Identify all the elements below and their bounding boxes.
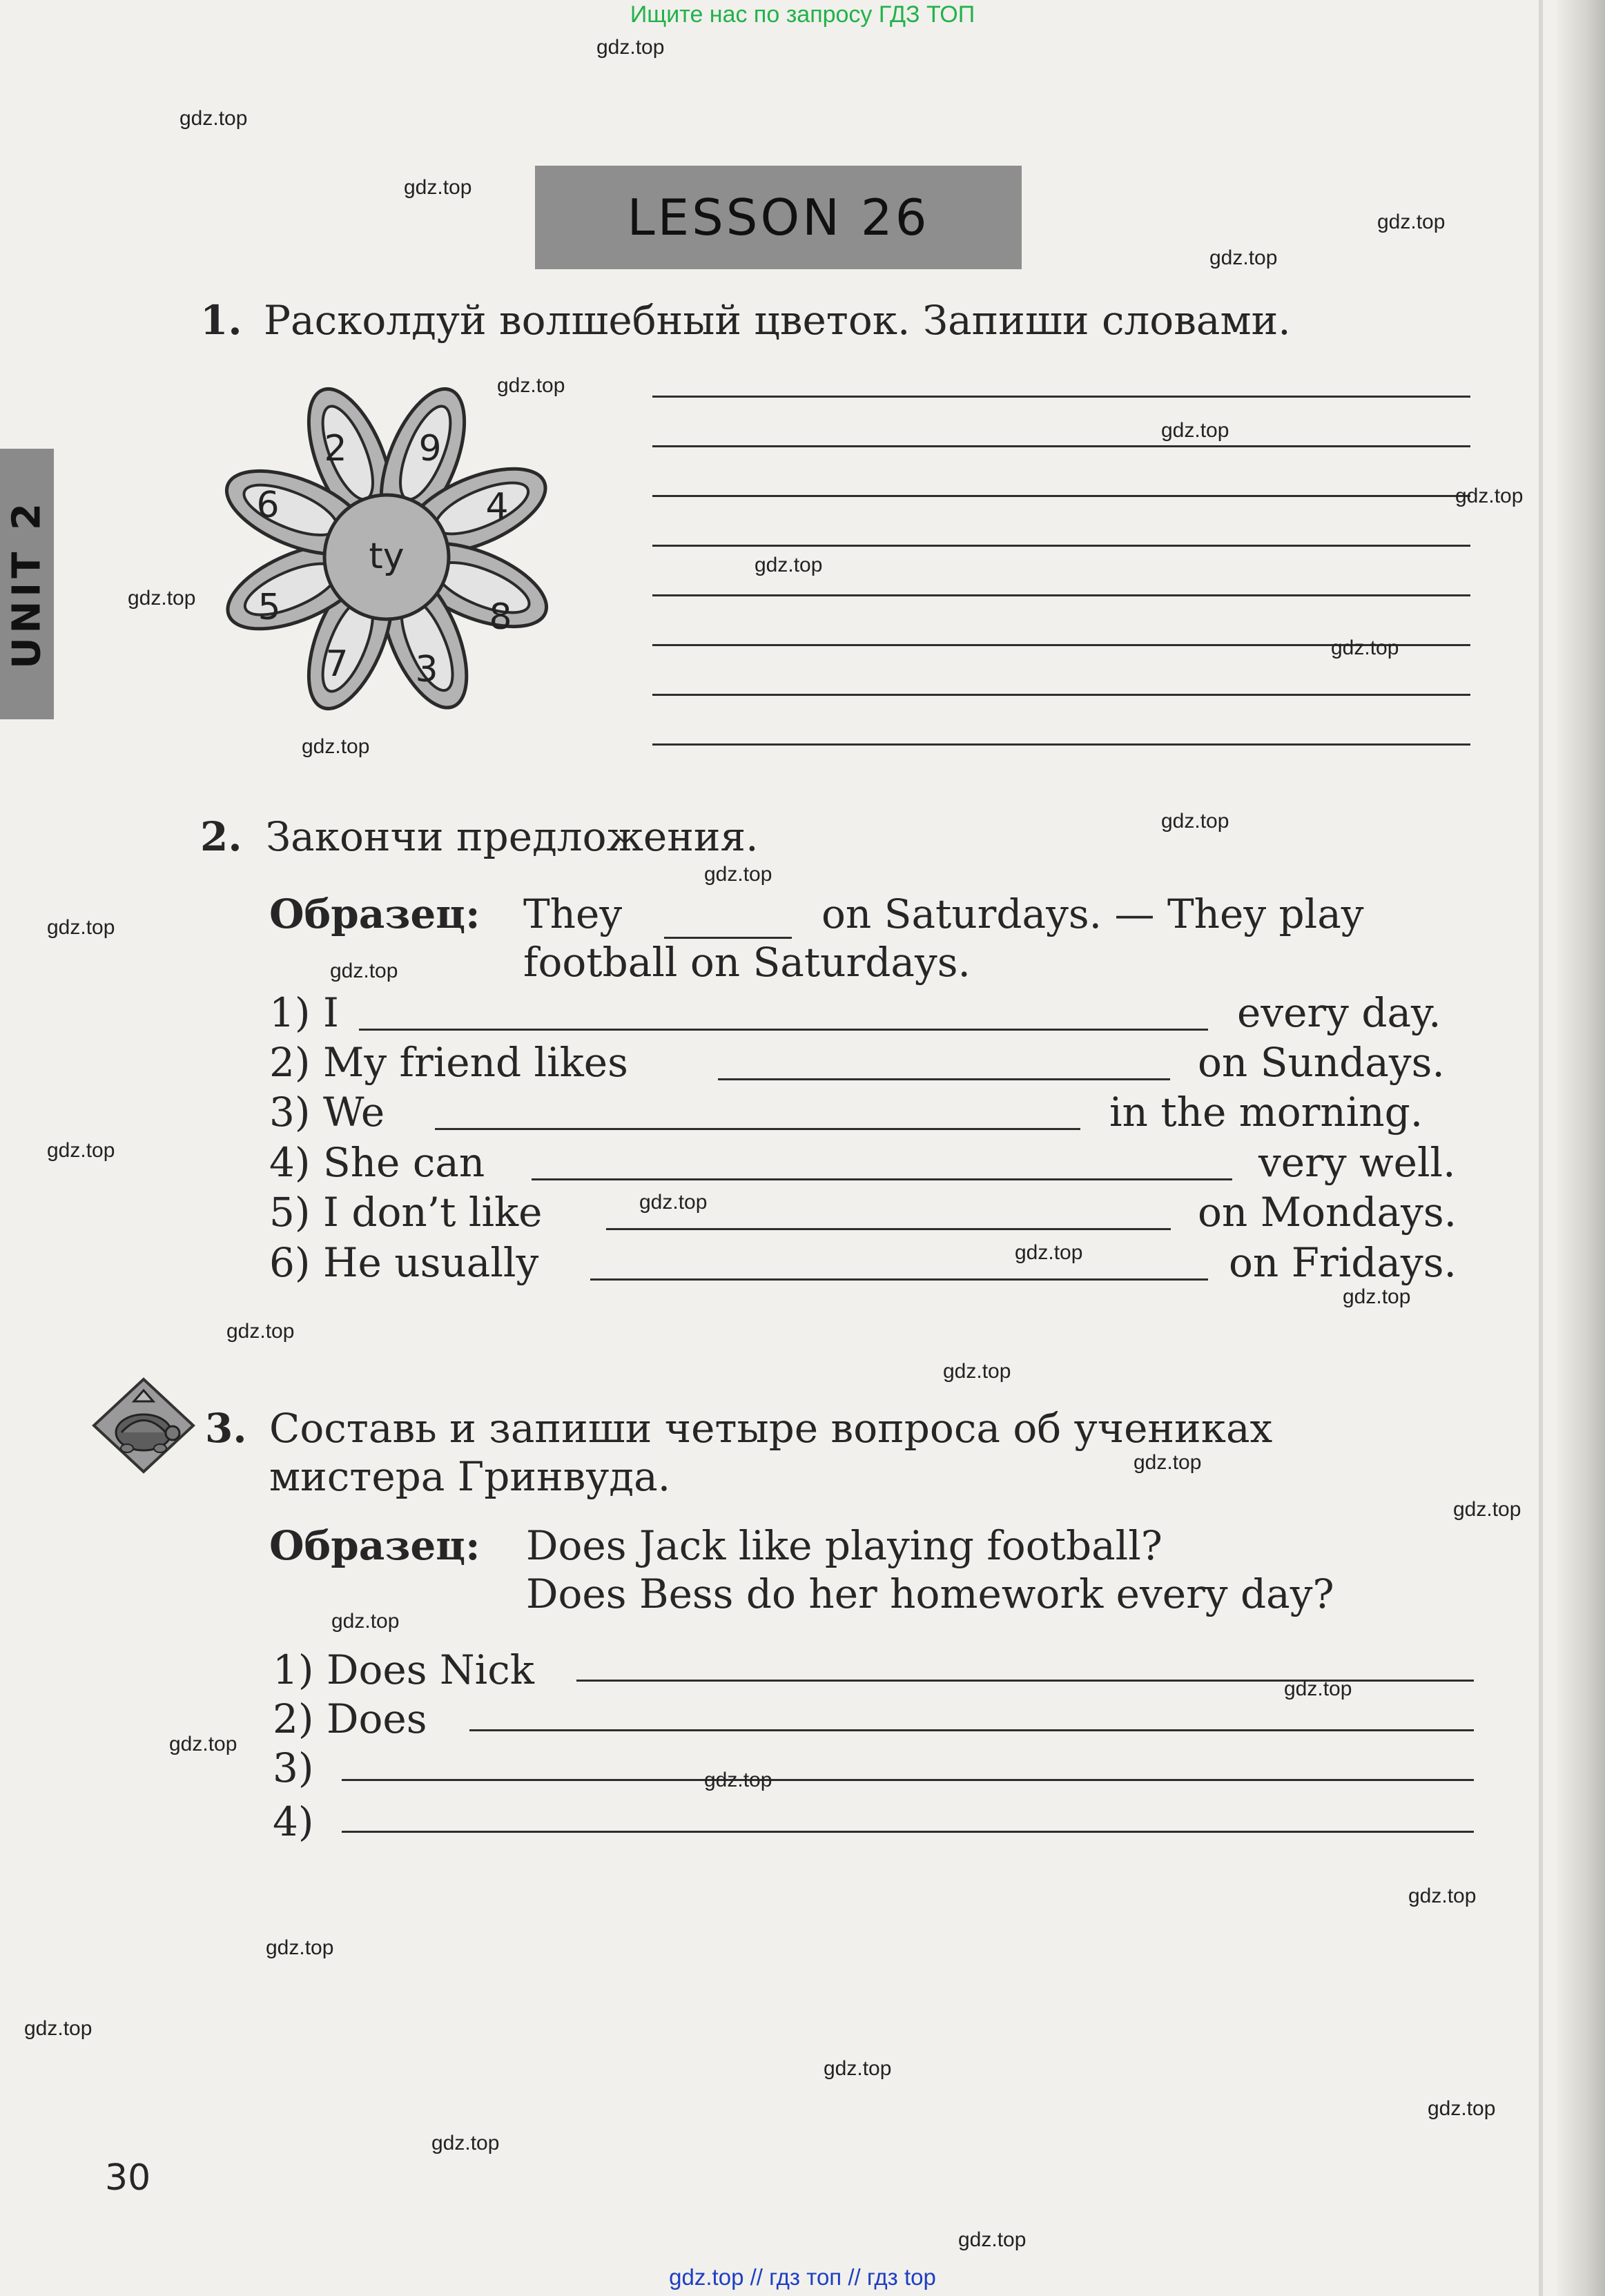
magic-flower xyxy=(200,376,573,721)
watermark: gdz.top xyxy=(226,1320,295,1343)
petal-number: 4 xyxy=(485,486,509,527)
petal-number: 7 xyxy=(325,643,349,685)
ex3-sample-label: Образец: xyxy=(269,1522,480,1569)
watermark: gdz.top xyxy=(1408,1885,1477,1907)
ex2-item-end: on Sundays. xyxy=(1198,1039,1445,1086)
ex2-item-start: 3) We xyxy=(269,1089,385,1136)
watermark: gdz.top xyxy=(596,36,665,59)
ex2-item-start: 2) My friend likes xyxy=(269,1039,628,1086)
ex2-instruction: Закончи предложения. xyxy=(266,813,759,860)
ex2-number: 2. xyxy=(200,813,242,860)
ex2-answer-line[interactable] xyxy=(435,1128,1080,1130)
watermark: gdz.top xyxy=(1015,1241,1083,1264)
book-binding-shadow xyxy=(1557,0,1605,2296)
ex2-answer-line[interactable] xyxy=(359,1029,1208,1031)
answer-line[interactable] xyxy=(652,396,1470,398)
flower-center-label: ty xyxy=(369,536,405,577)
ex2-answer-line[interactable] xyxy=(590,1278,1208,1281)
watermark: gdz.top xyxy=(1134,1451,1202,1474)
watermark: gdz.top xyxy=(1284,1677,1352,1700)
ex2-item-end: on Fridays. xyxy=(1229,1239,1457,1286)
ex2-sample-label: Образец: xyxy=(269,891,480,937)
bottom-banner[interactable]: gdz.top // гдз топ // гдз top xyxy=(669,2264,936,2290)
watermark: gdz.top xyxy=(431,2132,500,2154)
watermark: gdz.top xyxy=(179,107,248,130)
watermark: gdz.top xyxy=(404,176,472,199)
petal-number: 2 xyxy=(324,428,347,469)
ex3-item: 1) Does Nick xyxy=(273,1646,534,1693)
answer-line[interactable] xyxy=(652,743,1470,746)
watermark: gdz.top xyxy=(497,374,565,397)
ex1-instruction: Расколдуй волшебный цветок. Запиши словами. xyxy=(264,297,1291,344)
watermark: gdz.top xyxy=(266,1936,334,1959)
top-banner[interactable]: Ищите нас по запросу ГДЗ ТОП xyxy=(630,1,975,28)
unit-tab-label: UNIT 2 xyxy=(4,499,50,669)
watermark: gdz.top xyxy=(1453,1498,1521,1521)
answer-line[interactable] xyxy=(652,594,1470,596)
ex2-item-end: on Mondays. xyxy=(1198,1189,1457,1236)
ex2-answer-line[interactable] xyxy=(606,1228,1171,1230)
ex3-instruction-line2: мистера Гринвуда. xyxy=(269,1453,671,1500)
answer-line[interactable] xyxy=(652,694,1470,696)
watermark: gdz.top xyxy=(47,1139,115,1162)
ex3-item: 2) Does xyxy=(273,1695,427,1742)
watermark: gdz.top xyxy=(1209,246,1278,269)
ex3-item: 4) xyxy=(273,1798,314,1845)
watermark: gdz.top xyxy=(169,1733,237,1755)
petal-number: 9 xyxy=(418,428,442,469)
ex2-item-start: 4) She can xyxy=(269,1139,485,1186)
ex2-item-start: 5) I don’t like xyxy=(269,1189,543,1236)
ex2-item-start: 1) I xyxy=(269,989,339,1036)
ex3-sample-line2: Does Bess do her homework every day? xyxy=(526,1570,1334,1617)
ex2-sample-rest: on Saturdays. — They play xyxy=(821,891,1364,937)
ex3-instruction-line1: Составь и запиши четыре вопроса об учениках xyxy=(269,1405,1273,1452)
watermark: gdz.top xyxy=(1331,636,1399,659)
petal-number: 6 xyxy=(256,485,280,526)
ex2-answer-line[interactable] xyxy=(718,1078,1170,1080)
ex3-item: 3) xyxy=(273,1744,314,1791)
watermark: gdz.top xyxy=(704,863,772,886)
watermark: gdz.top xyxy=(958,2228,1027,2251)
watermark: gdz.top xyxy=(755,554,823,576)
watermark: gdz.top xyxy=(128,587,196,610)
watermark: gdz.top xyxy=(1428,2097,1496,2120)
lesson-title: LESSON 26 xyxy=(627,188,930,246)
watermark: gdz.top xyxy=(331,1610,400,1633)
watermark: gdz.top xyxy=(302,735,370,758)
watermark: gdz.top xyxy=(943,1360,1011,1383)
ex3-sample-line1: Does Jack like playing football? xyxy=(526,1522,1163,1569)
turtle-icon xyxy=(88,1374,199,1477)
watermark: gdz.top xyxy=(704,1769,772,1791)
watermark: gdz.top xyxy=(1343,1285,1411,1308)
answer-line[interactable] xyxy=(652,445,1470,447)
answer-line[interactable] xyxy=(652,545,1470,547)
watermark: gdz.top xyxy=(1455,485,1524,507)
ex2-item-end: every day. xyxy=(1237,989,1441,1036)
ex3-answer-line[interactable] xyxy=(469,1729,1474,1731)
answer-line[interactable] xyxy=(652,495,1470,497)
petal-number: 8 xyxy=(489,596,512,638)
ex2-sample-subject: They xyxy=(523,891,623,937)
page-number: 30 xyxy=(105,2157,151,2199)
watermark: gdz.top xyxy=(824,2057,892,2080)
ex3-answer-line[interactable] xyxy=(342,1779,1474,1781)
ex2-sample-line2: football on Saturdays. xyxy=(523,939,971,986)
ex1-number: 1. xyxy=(200,297,242,344)
ex2-item-start: 6) He usually xyxy=(269,1239,539,1286)
petal-number: 3 xyxy=(415,649,438,690)
watermark: gdz.top xyxy=(639,1191,708,1214)
petal-number: 5 xyxy=(257,587,281,628)
unit-tab-label-wrap xyxy=(0,449,54,719)
ex2-answer-line[interactable] xyxy=(532,1178,1232,1180)
watermark: gdz.top xyxy=(1161,810,1229,833)
ex3-answer-line[interactable] xyxy=(342,1831,1474,1833)
watermark: gdz.top xyxy=(1161,419,1229,442)
watermark: gdz.top xyxy=(330,960,398,982)
page-spine xyxy=(1539,0,1543,2296)
watermark: gdz.top xyxy=(24,2017,93,2040)
ex3-number: 3. xyxy=(205,1405,247,1452)
ex2-item-end: very well. xyxy=(1258,1139,1456,1186)
watermark: gdz.top xyxy=(47,916,115,939)
watermark: gdz.top xyxy=(1377,211,1446,233)
ex2-item-end: in the morning. xyxy=(1109,1089,1423,1136)
